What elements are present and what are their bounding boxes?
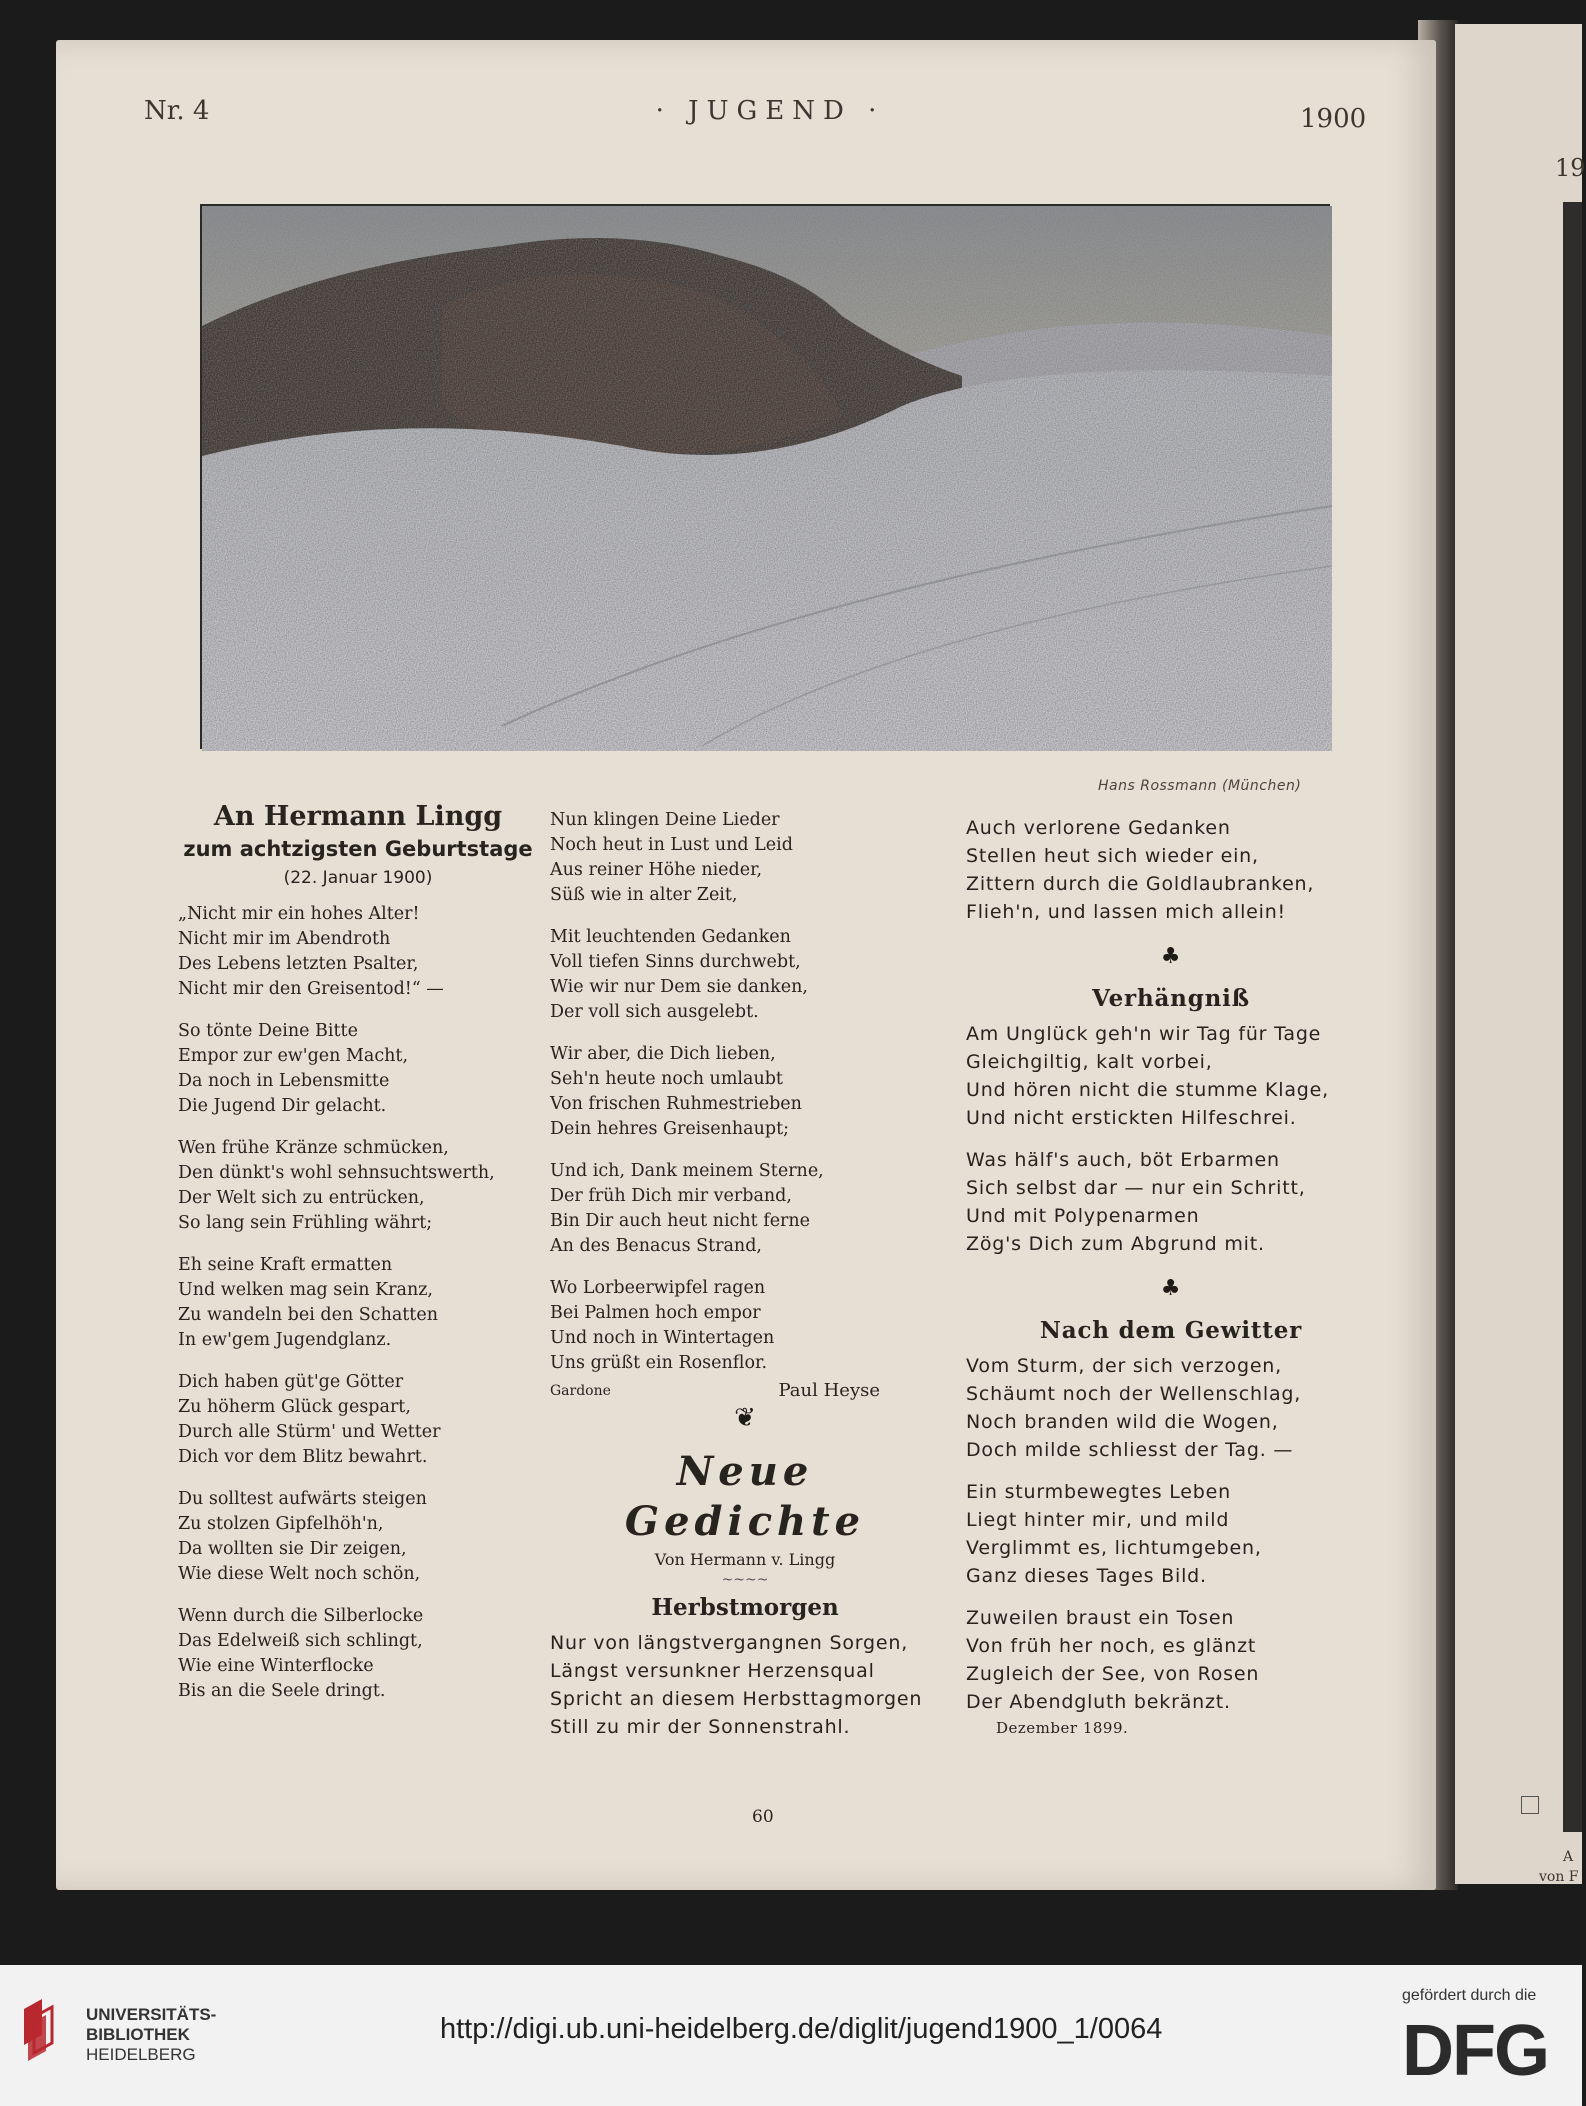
section-byline: Von Hermann v. Lingg bbox=[654, 1550, 836, 1569]
column-1 bbox=[178, 800, 538, 1721]
poem-line: Von frischen Ruhmestrieben bbox=[550, 1094, 802, 1114]
adjacent-caption-2: von F bbox=[1539, 1869, 1579, 1885]
stanza bbox=[178, 1253, 538, 1353]
adjacent-page-number: 19 bbox=[1555, 154, 1586, 182]
stanza bbox=[550, 808, 940, 908]
poem-line: Bei Palmen hoch empor bbox=[550, 1303, 761, 1323]
stanza bbox=[178, 1487, 538, 1587]
stanza bbox=[966, 1604, 1376, 1716]
poem-line: Nun klingen Deine Lieder bbox=[550, 810, 780, 830]
poem-line: Ein sturmbewegtes Leben bbox=[966, 1481, 1231, 1503]
poem-line: Und nicht erstickten Hilfeschrei. bbox=[966, 1107, 1297, 1129]
adjacent-caption-1: A bbox=[1563, 1849, 1574, 1865]
poem-line: Die Jugend Dir gelacht. bbox=[178, 1096, 387, 1116]
poem-line: Wie diese Welt noch schön, bbox=[178, 1564, 421, 1584]
poem-line: Vom Sturm, der sich verzogen, bbox=[966, 1355, 1282, 1377]
poem1-date: (22. Januar 1900) bbox=[283, 868, 433, 888]
poem2-title: Herbstmorgen bbox=[651, 1594, 839, 1621]
poem-line: Voll tiefen Sinns durchwebt, bbox=[550, 952, 801, 972]
library-line-1: UNIVERSITÄTS- bbox=[86, 2005, 217, 2024]
poem-line: Wo Lorbeerwipfel ragen bbox=[550, 1278, 766, 1298]
poem1-author: Paul Heyse bbox=[778, 1380, 880, 1401]
poem-line: Längst versunkner Herzensqual bbox=[550, 1660, 875, 1682]
poem-line: Zugleich der See, von Rosen bbox=[966, 1663, 1260, 1685]
poem-line: Da wollten sie Dir zeigen, bbox=[178, 1539, 407, 1559]
poem-line: Was hälf's auch, böt Erbarmen bbox=[966, 1149, 1280, 1171]
magazine-title: · JUGEND · bbox=[655, 96, 885, 126]
poem4-title: Nach dem Gewitter bbox=[1039, 1317, 1303, 1344]
stanza bbox=[178, 902, 538, 1002]
poem-line: Bis an die Seele dringt. bbox=[178, 1681, 386, 1701]
poem-line: Durch alle Stürm' und Wetter bbox=[178, 1422, 441, 1442]
poem-line: Den dünkt's wohl sehnsuchtswerth, bbox=[178, 1163, 495, 1183]
section-title: Neue Gedichte bbox=[624, 1448, 866, 1545]
footer-bar bbox=[0, 1965, 1582, 2106]
club-ornament-icon: ♣ bbox=[1160, 1276, 1182, 1301]
poem-line: Am Unglück geh'n wir Tag für Tage bbox=[966, 1023, 1322, 1045]
poem-line: Wie wir nur Dem sie danken, bbox=[550, 977, 808, 997]
poem-line: Des Lebens letzten Psalter, bbox=[178, 954, 419, 974]
poem1-place: Gardone bbox=[550, 1383, 611, 1399]
poem-line: Der voll sich ausgelebt. bbox=[550, 1002, 759, 1022]
poem-line: Noch branden wild die Wogen, bbox=[966, 1411, 1279, 1433]
stipple-texture bbox=[202, 206, 1332, 751]
issue-number: Nr. 4 bbox=[144, 96, 210, 126]
stanza bbox=[550, 925, 940, 1025]
poem-line: Zu wandeln bei den Schatten bbox=[178, 1305, 438, 1325]
library-line-2: BIBLIOTHEK bbox=[86, 2025, 190, 2044]
poem-line: Du solltest aufwärts steigen bbox=[178, 1489, 427, 1509]
poem-line: In ew'gem Jugendglanz. bbox=[178, 1330, 392, 1350]
university-library-logo-icon bbox=[18, 1995, 64, 2067]
poem-line: Sich selbst dar — nur ein Schritt, bbox=[966, 1177, 1306, 1199]
poem-line: Wie eine Winterflocke bbox=[178, 1656, 374, 1676]
poem1-stanzas bbox=[178, 902, 538, 1704]
poem-line: Still zu mir der Sonnenstrahl. bbox=[550, 1716, 851, 1738]
poem-line: Bin Dir auch heut nicht ferne bbox=[550, 1211, 811, 1231]
poem-line: Und mit Polypenarmen bbox=[966, 1205, 1200, 1227]
poem-line: Nur von längstvergangnen Sorgen, bbox=[550, 1632, 909, 1654]
library-line-3: HEIDELBERG bbox=[86, 2045, 196, 2064]
adjacent-plate bbox=[1563, 202, 1582, 1832]
stanza bbox=[966, 1352, 1376, 1464]
poem1-continued bbox=[550, 808, 940, 1376]
stanza bbox=[178, 1604, 538, 1704]
library-name[interactable] bbox=[86, 2005, 216, 2065]
club-ornament-icon: ♣ bbox=[1160, 944, 1182, 969]
poem-line: Wir aber, die Dich lieben, bbox=[550, 1044, 776, 1064]
poem1-title: An Hermann Lingg bbox=[213, 801, 503, 832]
poem-line: Der Welt sich zu entrücken, bbox=[178, 1188, 425, 1208]
poem-line: Dein hehres Greisenhaupt; bbox=[550, 1119, 789, 1139]
stanza bbox=[178, 1370, 538, 1470]
poem1-subtitle: zum achtzigsten Geburtstage bbox=[183, 837, 533, 861]
stanza bbox=[550, 1276, 940, 1376]
stanza bbox=[966, 1146, 1376, 1258]
poem4-date: Dezember 1899. bbox=[996, 1719, 1129, 1737]
stanza bbox=[966, 1020, 1376, 1132]
poem-line: Und ich, Dank meinem Sterne, bbox=[550, 1161, 824, 1181]
poem-line: Nicht mir den Greisentod!“ — bbox=[178, 979, 444, 999]
poem2-stanza bbox=[550, 1629, 940, 1741]
poem-line: Auch verlorene Gedanken bbox=[966, 817, 1231, 839]
funder-label: gefördert durch die bbox=[1402, 1987, 1537, 2004]
poem-line: Wen frühe Kränze schmücken, bbox=[178, 1138, 449, 1158]
poem-line: Empor zur ew'gen Macht, bbox=[178, 1046, 409, 1066]
poem-line: Zög's Dich zum Abgrund mit. bbox=[966, 1233, 1265, 1255]
poem-line: So tönte Deine Bitte bbox=[178, 1021, 358, 1041]
year: 1900 bbox=[1300, 104, 1367, 134]
poem-line: Eh seine Kraft ermatten bbox=[178, 1255, 393, 1275]
column-2 bbox=[550, 808, 940, 1758]
poem-line: Aus reiner Höhe nieder, bbox=[550, 860, 763, 880]
poem-line: Und welken mag sein Kranz, bbox=[178, 1280, 433, 1300]
poem-line: Der früh Dich mir verband, bbox=[550, 1186, 792, 1206]
poem-line: So lang sein Frühling währt; bbox=[178, 1213, 433, 1233]
poem-line: Seh'n heute noch umlaubt bbox=[550, 1069, 783, 1089]
poem-line: Noch heut in Lust und Leid bbox=[550, 835, 793, 855]
flower-ornament-icon: ❦ bbox=[734, 1403, 756, 1433]
stanza bbox=[550, 1159, 940, 1259]
illustration-credit: Hans Rossmann (München) bbox=[1098, 778, 1302, 794]
column-3 bbox=[966, 814, 1376, 1738]
poem-line: „Nicht mir ein hohes Alter! bbox=[178, 904, 420, 924]
poem-line: Und hören nicht die stumme Klage, bbox=[966, 1079, 1329, 1101]
poem-line: Liegt hinter mir, und mild bbox=[966, 1509, 1230, 1531]
stanza bbox=[966, 1478, 1376, 1590]
poem-line: Von früh her noch, es glänzt bbox=[966, 1635, 1257, 1657]
poem-line: Gleichgiltig, kalt vorbei, bbox=[966, 1051, 1213, 1073]
poem-line: Und noch in Wintertagen bbox=[550, 1328, 775, 1348]
poem3-title: Verhängniß bbox=[1092, 985, 1250, 1012]
poem4-stanzas bbox=[966, 1352, 1376, 1716]
poem-line: Zuweilen braust ein Tosen bbox=[966, 1607, 1235, 1629]
stanza bbox=[178, 1019, 538, 1119]
stanza bbox=[550, 1042, 940, 1142]
poem-line: Zittern durch die Goldlaubranken, bbox=[966, 873, 1315, 895]
poem-line: Schäumt noch der Wellenschlag, bbox=[966, 1383, 1302, 1405]
dfg-logo-icon[interactable] bbox=[1402, 2011, 1570, 2091]
page-number: 60 bbox=[752, 1807, 774, 1827]
poem-line: Dich haben güt'ge Götter bbox=[178, 1372, 404, 1392]
poem-line: Stellen heut sich wieder ein, bbox=[966, 845, 1259, 867]
poem-line: Ganz dieses Tages Bild. bbox=[966, 1565, 1207, 1587]
poem-line: Das Edelweiß sich schlingt, bbox=[178, 1631, 423, 1651]
adjacent-page bbox=[1455, 24, 1586, 1885]
poem2-stanza bbox=[966, 814, 1376, 926]
poem-line: Der Abendgluth bekränzt. bbox=[966, 1691, 1231, 1713]
poem-line: Süß wie in alter Zeit, bbox=[550, 885, 738, 905]
poem-line: Wenn durch die Silberlocke bbox=[178, 1606, 424, 1626]
poem-line: Flieh'n, und lassen mich allein! bbox=[966, 901, 1286, 923]
poem-line: Verglimmt es, lichtumgeben, bbox=[966, 1537, 1262, 1559]
poem-line: Nicht mir im Abendroth bbox=[178, 929, 391, 949]
poem1-signature bbox=[550, 1381, 940, 1401]
poem-line: Spricht an diesem Herbsttagmorgen bbox=[550, 1688, 923, 1710]
winter-landscape-illustration bbox=[200, 204, 1330, 749]
poem3-stanzas bbox=[966, 1020, 1376, 1258]
poem-line: Zu höherm Glück gespart, bbox=[178, 1397, 411, 1417]
poem-line: An des Benacus Strand, bbox=[550, 1236, 762, 1256]
adjacent-monogram bbox=[1521, 1796, 1539, 1814]
poem-line: Uns grüßt ein Rosenflor. bbox=[550, 1353, 768, 1373]
poem-line: Mit leuchtenden Gedanken bbox=[550, 927, 791, 947]
poem-line: Da noch in Lebensmitte bbox=[178, 1071, 390, 1091]
poem-line: Doch milde schliesst der Tag. — bbox=[966, 1439, 1294, 1461]
stanza bbox=[178, 1136, 538, 1236]
permalink-url[interactable]: http://digi.ub.uni-heidelberg.de/diglit/jugend1900_1/0064 bbox=[440, 2013, 1163, 2045]
poem-line: Dich vor dem Blitz bewahrt. bbox=[178, 1447, 428, 1467]
dfg-logo-text: DFG bbox=[1402, 2011, 1548, 2091]
poem-line: Zu stolzen Gipfelhöh'n, bbox=[178, 1514, 384, 1534]
byline-tilde: ~~~~ bbox=[721, 1572, 769, 1588]
landscape-svg bbox=[202, 206, 1332, 751]
